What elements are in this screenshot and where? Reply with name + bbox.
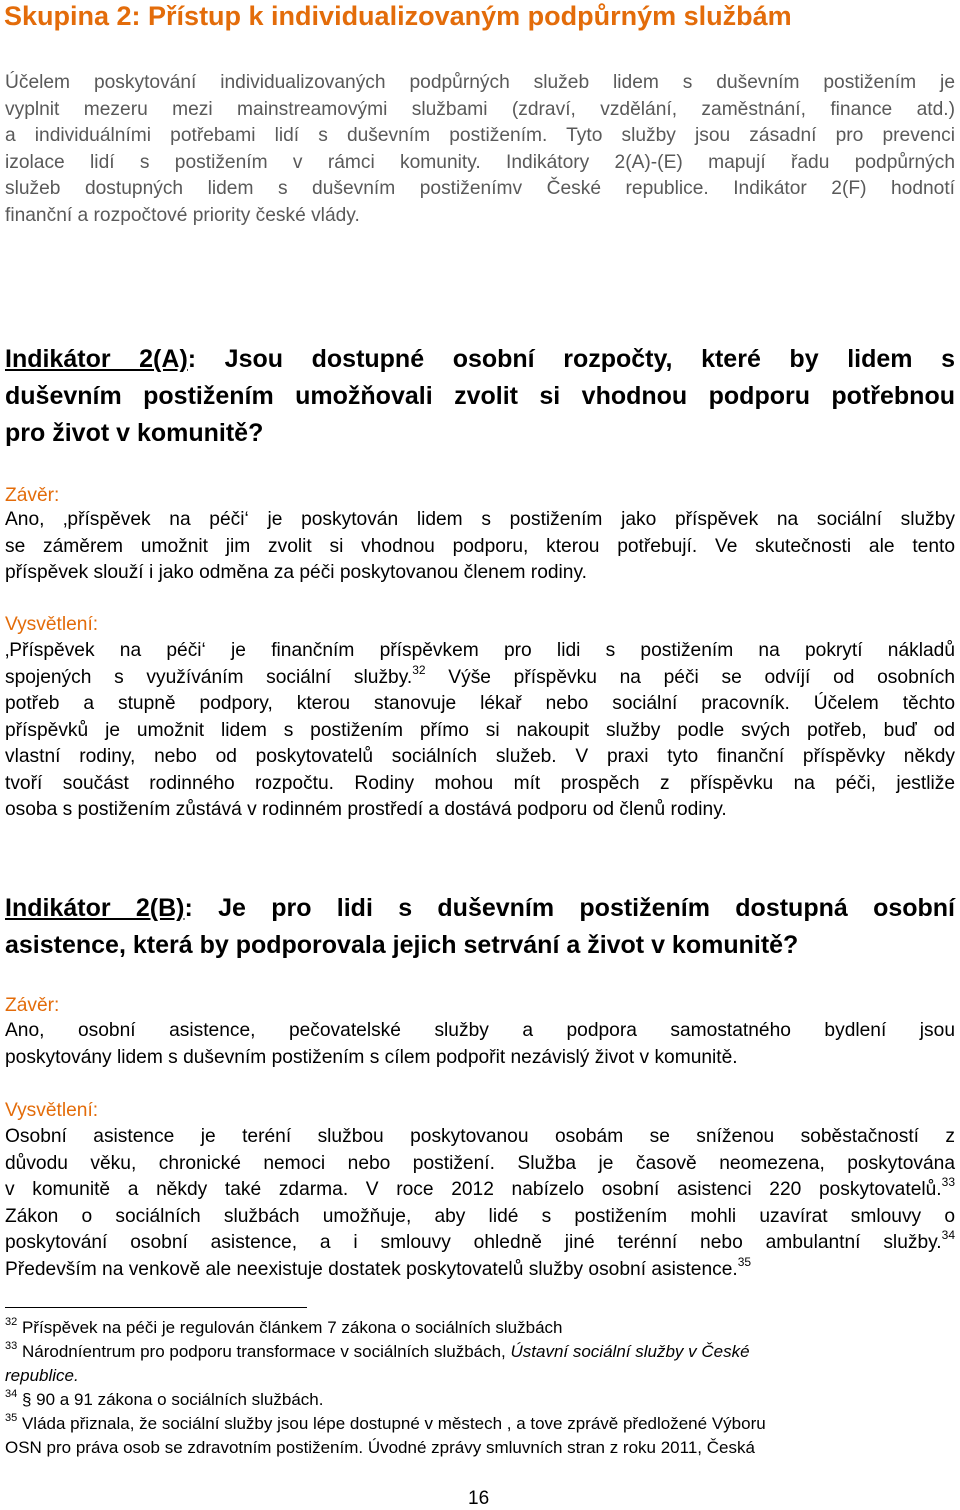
text-line: v komunitě a někdy také zdarma. V roce 2012 nabízelo osobní asistenci 220 poskytovatelů.$^{33}$ bbox=[5, 1175, 955, 1200]
footnote-ref: 32 bbox=[412, 662, 426, 677]
conclusion-label: Závěr: bbox=[5, 995, 60, 1016]
text-line: důvodu věku, chronické nemoci nebo postižení. Služba je časově neomezena, poskytována bbox=[5, 1152, 955, 1174]
text-line: ‚Příspěvek na péči‘ je finančním příspěvkem pro lidi s postižením na pokrytí nákladů bbox=[5, 640, 955, 661]
footnote-33: $^{33}$ Národníentrum pro podporu transformace v sociálních službách, Ústavní sociální služby v České bbox=[5, 1340, 750, 1361]
footnote-ref: 34 bbox=[941, 1228, 955, 1242]
text-line: služeb dostupných lidem s duševním postiženímv České republice. Indikátor 2(F) hodnotí bbox=[5, 178, 955, 199]
indicator-title-line: Indikátor 2(B): Je pro lidi s duševním postižením dostupná osobní bbox=[5, 894, 956, 922]
indicator-code: Indikátor 2(A) bbox=[5, 345, 188, 373]
footnote-33-continued: republice. bbox=[5, 1366, 79, 1385]
text-line: Zákon o sociálních službách umožňuje, aby lidé s postižením mohli uzavírat smlouvy o bbox=[5, 1205, 955, 1227]
text-line: spojených s využíváním sociální služby.$^{32}$ Výše příspěvku na péči se odvíjí od osobních bbox=[5, 662, 956, 688]
intro-paragraph bbox=[5, 70, 955, 229]
section-heading: Skupina 2: Přístup k individualizovaným podpůrným službám bbox=[4, 1, 792, 31]
text-line: Účelem poskytování individualizovaných podpůrných služeb lidem s duševním postižením je bbox=[5, 72, 955, 93]
text-line: se záměrem umožnit jim zvolit si vhodnou podporu, kterou potřebují. Ve skutečnosti ale tento bbox=[5, 535, 955, 557]
text-line: tvoří součást rodinného rozpočtu. Rodiny mohou mít prospěch z příspěvku na péči, jestliže bbox=[5, 772, 955, 794]
text-line: Osobní asistence je teréní službou poskytovanou osobám se sníženou soběstačností z bbox=[5, 1126, 955, 1147]
indicator-title-line: asistence, která by podporovala jejich setrvání a život v komunitě? bbox=[5, 931, 799, 959]
text-line: vlastní rodiny, nebo od poskytovatelů sociálních služeb. V praxi tyto finanční příspěvky někdy bbox=[5, 746, 955, 767]
footnote-ref: 33 bbox=[941, 1175, 955, 1189]
text-line: osoba s postižením zůstává v rodinném prostředí a dostává podporu od členů rodiny. bbox=[5, 799, 727, 820]
explanation-label: Vysvětlení: bbox=[5, 614, 99, 635]
text-line: Ano, ‚příspěvek na péči‘ je poskytován lidem s postižením jako příspěvek na sociální služby bbox=[5, 509, 955, 530]
conclusion-paragraph bbox=[5, 1018, 955, 1071]
indicator-title-line: duševním postižením umožňovali zvolit si vhodnou podporu potřebnou bbox=[5, 382, 955, 410]
explanation-paragraph bbox=[5, 638, 955, 824]
conclusion-label: Závěr: bbox=[5, 485, 60, 506]
footnote-32: $^{32}$ Příspěvek na péči je regulován článkem 7 zákona o sociálních službách bbox=[5, 1316, 563, 1337]
text-line: příspěvků je umožnit lidem s postižením přímo si nakoupit služby podle svých potřeb, buď od bbox=[5, 719, 955, 741]
footnote-ref: 35 bbox=[737, 1254, 752, 1269]
footnote-34: $^{34}$ § 90 a 91 zákona o sociálních službách. bbox=[5, 1388, 324, 1409]
explanation-label: Vysvětlení: bbox=[5, 1100, 99, 1121]
text-line: a individuálními potřebami lidí s duševním postižením. Tyto služby jsou zásadní pro prevenci bbox=[5, 125, 955, 146]
indicator-title-line: pro život v komunitě? bbox=[5, 419, 264, 447]
conclusion-paragraph bbox=[5, 507, 955, 587]
text-line: Především na venkově ale neexistuje dostatek poskytovatelů služby osobní asistence.$^{35}$ bbox=[5, 1254, 752, 1280]
footnote-divider bbox=[5, 1307, 307, 1308]
text-line: Ano, osobní asistence, pečovatelské služby a podpora samostatného bydlení jsou bbox=[5, 1020, 955, 1041]
text-line: poskytování osobní asistence, a i smlouvy ohledně jiné terénní nebo ambulantní služby.$^{34}$ bbox=[5, 1228, 955, 1253]
text-line: izolace lidí s postižením v rámci komunity. Indikátory 2(A)-(E) mapují řadu podpůrných bbox=[5, 151, 955, 173]
text-line: příspěvek slouží i jako odměna za péči poskytovanou členem rodiny. bbox=[5, 562, 587, 583]
text-line: poskytovány lidem s duševním postižením s cílem podpořit nezávislý život v komunitě. bbox=[5, 1046, 738, 1068]
footnote-35-continued: OSN pro práva osob se zdravotním postižením. Úvodné zprávy smluvních stran z roku 2011, Česká bbox=[5, 1438, 755, 1457]
indicator-2b-title bbox=[5, 890, 955, 964]
indicator-title-line: Indikátor 2(A): Jsou dostupné osobní rozpočty, které by lidem s bbox=[5, 345, 955, 373]
text-line: vyplnit mezeru mezi mainstreamovými službami (zdraví, vzdělání, zaměstnání, finance atd.) bbox=[5, 98, 955, 120]
indicator-code: Indikátor 2(B) bbox=[5, 894, 185, 922]
text-line: potřeb a stupně podpory, kterou stanovuje lékař nebo sociální pracovník. Účelem těchto bbox=[5, 693, 955, 714]
footnote-35: $^{35}$ Vláda přiznala, že sociální služby jsou lépe dostupné v městech , a tove zprávě předložené Výboru bbox=[5, 1412, 766, 1433]
page-number: 16 bbox=[468, 1488, 490, 1509]
indicator-2a-title bbox=[5, 341, 955, 452]
explanation-paragraph bbox=[5, 1124, 955, 1283]
text-line: finanční a rozpočtové priority české vlády. bbox=[5, 204, 360, 226]
footnotes bbox=[5, 1316, 955, 1460]
